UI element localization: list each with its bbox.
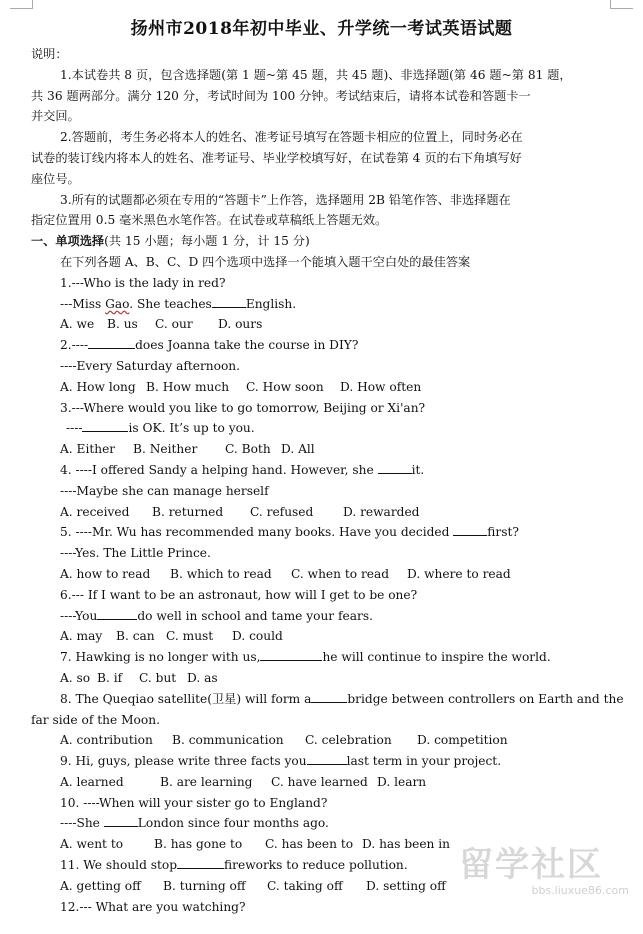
option-c: C. have learned bbox=[271, 774, 368, 789]
option-d: D. All bbox=[281, 442, 315, 457]
note-2-line-1: 2.答题前，考生务必将本人的姓名、准考证号填写在答题卡相应的位置上，同时务必在 bbox=[60, 130, 523, 145]
note-1-line-1: 1.本试卷共 8 页，包含选择题(第 1 题~第 45 题，共 45 题)、非选择题(第 46 题~第 81 题， bbox=[60, 67, 572, 82]
exam-body bbox=[31, 44, 624, 917]
spellcheck-word: Gao bbox=[105, 296, 130, 311]
option-a: A. How long bbox=[60, 379, 136, 394]
question-3-reply bbox=[31, 418, 591, 439]
option-d: D. competition bbox=[417, 733, 508, 748]
option-b: B. returned bbox=[152, 504, 224, 519]
prompt-text: 2.---- bbox=[60, 338, 89, 353]
reply-text: ---Miss bbox=[60, 296, 106, 311]
question-10-prompt: 10. ----When will your sister go to England? bbox=[60, 795, 328, 810]
option-c: C. taking off bbox=[267, 878, 343, 893]
question-5-options bbox=[31, 564, 591, 585]
question-4-reply: ----Maybe she can manage herself bbox=[60, 483, 269, 498]
reply-text: English. bbox=[245, 296, 297, 311]
question-2-prompt bbox=[31, 335, 591, 356]
answer-blank bbox=[311, 689, 347, 703]
option-d: D. as bbox=[187, 670, 218, 685]
option-c: C. when to read bbox=[291, 566, 390, 581]
option-b: B. Neither bbox=[133, 442, 198, 457]
question-8-options bbox=[31, 730, 591, 751]
option-c: C. but bbox=[139, 670, 177, 685]
answer-blank bbox=[88, 335, 135, 349]
prompt-text: 7. Hawking is no longer with us, bbox=[60, 650, 261, 665]
option-c: C. our bbox=[155, 317, 193, 332]
note-2-line-2: 试卷的装订线内将本人的姓名、准考证号、毕业学校填写好，在试卷第 4 页的右下角填写好 bbox=[31, 150, 522, 165]
section-info: (共 15 小题；每小题 1 分，计 15 分) bbox=[104, 234, 310, 249]
margin-mark-right bbox=[610, 0, 633, 9]
question-2-reply: ----Every Saturday afternoon. bbox=[60, 358, 241, 373]
answer-blank bbox=[453, 522, 487, 536]
reply-text: . She teaches bbox=[129, 296, 212, 311]
question-1-reply bbox=[31, 294, 591, 315]
question-6-options bbox=[31, 626, 591, 647]
option-d: D. where to read bbox=[407, 566, 511, 581]
option-b: B. if bbox=[97, 670, 123, 685]
note-3-line-2: 指定位置用 0.5 毫米黑色水笔作答。在试卷或草稿纸上答题无效。 bbox=[31, 213, 388, 228]
question-8-prompt-cont: far side of the Moon. bbox=[31, 712, 160, 727]
reply-text: ---- bbox=[66, 421, 83, 436]
option-b: B. can bbox=[116, 629, 155, 644]
section-number: 一、 bbox=[31, 234, 56, 249]
watermark-logo-text: 留学社区 bbox=[459, 845, 603, 885]
question-4-prompt bbox=[31, 460, 591, 481]
reply-text: do well in school and tame your fears. bbox=[137, 608, 373, 623]
option-d: D. has been in bbox=[362, 837, 451, 852]
note-3-line-1: 3.所有的试题都必须在专用的“答题卡”上作答，选择题用 2B 铅笔作答、非选择题在 bbox=[60, 192, 511, 207]
answer-blank bbox=[177, 855, 224, 869]
option-b: B. which to read bbox=[170, 566, 272, 581]
answer-blank bbox=[104, 813, 138, 827]
question-9-options bbox=[31, 772, 591, 793]
option-b: B. turning off bbox=[163, 878, 246, 893]
question-1-options bbox=[31, 314, 591, 335]
question-3-options bbox=[31, 439, 591, 460]
option-a: A. went to bbox=[60, 837, 124, 852]
option-b: B. has gone to bbox=[154, 837, 243, 852]
option-d: D. ours bbox=[218, 317, 263, 332]
answer-blank bbox=[82, 418, 128, 432]
note-1-line-2: 共 36 题两部分。满分 120 分，考试时间为 100 分钟。考试结束后，请将本试卷和答题卡一 bbox=[31, 88, 531, 103]
reply-text: is OK. It’s up to you. bbox=[128, 421, 255, 436]
option-b: B. How much bbox=[146, 379, 230, 394]
prompt-text: 5. ----Mr. Wu has recommended many books. Have you decided bbox=[60, 525, 454, 540]
option-d: D. learn bbox=[377, 774, 427, 789]
prompt-text: fireworks to reduce pollution. bbox=[224, 858, 408, 873]
option-a: A. we bbox=[60, 317, 95, 332]
option-b: B. us bbox=[107, 317, 138, 332]
option-a: A. contribution bbox=[60, 733, 153, 748]
watermark-url: bbs.liuxue86.com bbox=[531, 884, 629, 897]
section-heading bbox=[31, 231, 591, 252]
note-1-line-3: 并交回。 bbox=[31, 109, 80, 124]
question-10-reply bbox=[31, 813, 591, 834]
prompt-text: bridge between controllers on Earth and the bbox=[347, 691, 624, 706]
question-8-prompt bbox=[31, 689, 624, 710]
prompt-text: 4. ----I offered Sandy a helping hand. However, she bbox=[60, 462, 378, 477]
question-6-reply bbox=[31, 606, 591, 627]
option-d: D. setting off bbox=[366, 878, 446, 893]
question-6-prompt: 6.--- If I want to be an astronaut, how will I get to be one? bbox=[60, 587, 418, 602]
option-c: C. refused bbox=[250, 504, 314, 519]
option-a: A. getting off bbox=[60, 878, 141, 893]
option-d: D. rewarded bbox=[343, 504, 420, 519]
option-a: A. how to read bbox=[60, 566, 151, 581]
option-a: A. so bbox=[60, 670, 91, 685]
reply-text: ----She bbox=[60, 816, 104, 831]
prompt-text: he will continue to inspire the world. bbox=[322, 650, 551, 665]
option-d: D. How often bbox=[340, 379, 422, 394]
answer-blank bbox=[260, 647, 322, 661]
question-4-options bbox=[31, 502, 591, 523]
option-d: D. could bbox=[232, 629, 283, 644]
prompt-text: does Joanna take the course in DIY? bbox=[135, 338, 359, 353]
answer-blank bbox=[378, 460, 412, 474]
option-a: A. Either bbox=[60, 442, 116, 457]
question-1-prompt: 1.---Who is the lady in red? bbox=[60, 275, 226, 290]
option-c: C. celebration bbox=[305, 733, 392, 748]
site-watermark bbox=[459, 846, 635, 906]
prompt-text: last term in your project. bbox=[346, 754, 502, 769]
section-title: 单项选择 bbox=[55, 234, 105, 249]
reply-text: London since four months ago. bbox=[137, 816, 329, 831]
option-a: A. received bbox=[60, 504, 130, 519]
answer-blank bbox=[307, 751, 347, 765]
question-12-prompt: 12.--- What are you watching? bbox=[60, 899, 246, 914]
option-c: C. must bbox=[166, 629, 214, 644]
prompt-text: 11. We should stop bbox=[60, 858, 178, 873]
answer-blank bbox=[97, 606, 137, 620]
question-5-prompt bbox=[31, 522, 591, 543]
question-7-prompt bbox=[31, 647, 591, 668]
option-b: B. are learning bbox=[160, 774, 253, 789]
page-title: 扬州市2018年初中毕业、升学统一考试英语试题 bbox=[130, 19, 513, 39]
option-a: A. learned bbox=[60, 774, 124, 789]
reply-text: ----You bbox=[60, 608, 98, 623]
instruction: 在下列各题 A、B、C、D 四个选项中选择一个能填入题干空白处的最佳答案 bbox=[60, 254, 471, 269]
question-5-reply: ----Yes. The Little Prince. bbox=[60, 546, 211, 561]
prompt-text: it. bbox=[411, 462, 425, 477]
prompt-text: first? bbox=[487, 525, 519, 540]
question-9-prompt bbox=[31, 751, 591, 772]
option-c: C. Both bbox=[225, 442, 271, 457]
prompt-text: 8. The Queqiao satellite(卫星) will form a bbox=[60, 691, 312, 706]
question-2-options bbox=[31, 377, 591, 398]
option-c: C. How soon bbox=[246, 379, 324, 394]
prompt-text: 9. Hi, guys, please write three facts you bbox=[60, 754, 307, 769]
margin-mark-left bbox=[10, 0, 33, 9]
answer-blank bbox=[212, 294, 246, 308]
option-c: C. has been to bbox=[265, 837, 354, 852]
notes-label: 说明： bbox=[31, 47, 68, 61]
question-7-options bbox=[31, 668, 591, 689]
question-3-prompt: 3.---Where would you like to go tomorrow, Beijing or Xi'an? bbox=[60, 400, 426, 415]
option-b: B. communication bbox=[172, 733, 284, 748]
note-2-line-3: 座位号。 bbox=[31, 171, 80, 186]
option-a: A. may bbox=[60, 629, 103, 644]
